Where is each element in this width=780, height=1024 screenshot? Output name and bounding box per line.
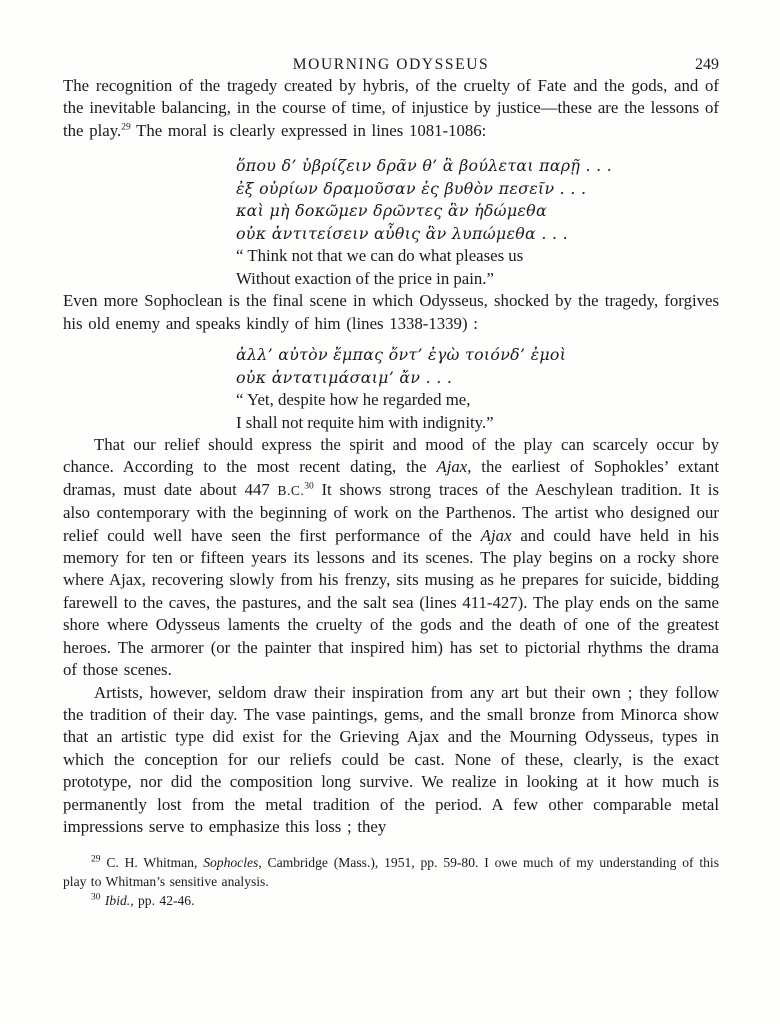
greek-quotation-2 <box>236 344 719 434</box>
paragraph-1 <box>63 75 719 142</box>
paragraph-3 <box>63 434 719 681</box>
ajax-title: Ajax <box>436 457 468 477</box>
footnote-29-marker: 29 <box>91 854 101 865</box>
greek-quotation-1 <box>236 155 719 290</box>
translation-line: “ Yet, despite how he regarded me, <box>236 390 471 410</box>
greek-verse-line: ἐξ οὐρίων δραμοῦσαν ἐς βυθὸν πεσεῖν . . . <box>236 178 587 198</box>
footnotes-section <box>63 853 719 910</box>
footnote-29-text-cont: , Cambridge (Mass.), 1951, pp. 59-80. I owe much of my understanding of this play to Whitman’s sensitive analysis. <box>63 855 719 890</box>
translation-line: Without exaction of the price in pain.” <box>236 268 494 288</box>
page-number: 249 <box>695 56 719 73</box>
footnote-30-text-cont: , pp. 42-46. <box>130 893 195 909</box>
footnote-30-marker: 30 <box>91 892 101 903</box>
footnote-30 <box>63 891 719 910</box>
footnote-29 <box>63 853 719 891</box>
footnote-ref-30: 30 <box>304 481 314 492</box>
translation-line: I shall not requite him with indignity.” <box>236 412 494 432</box>
paragraph-1-text-cont: The moral is clearly expressed in lines 1081-1086: <box>130 120 487 140</box>
greek-verse-line: οὐκ ἀντατιμάσαιμ’ ἄν . . . <box>236 367 453 387</box>
footnote-29-work-title: Sophocles <box>203 855 259 871</box>
paragraph-2-text: Even more Sophoclean is the final scene in which Odysseus, shocked by the tragedy, forgives his old enemy and speaks kindly of him (lines 1338-1339) : <box>63 291 719 333</box>
paragraph-4-text: Artists, however, seldom draw their inspiration from any art but their own ; they follow the tradition of their day. The vase paintings, gems, and the small bronze from Minorca show that an artistic type did exist for the Grieving Ajax and the Mourning Odysseus, types in which the conception for our reliefs could be cast. None of these, clearly, is the exact prototype, nor did the composition long survive. We realize in looking at it how much is permanently lost from the metal tradition of the period. A few other comparable metal impressions serve to emphasize this loss ; they <box>63 682 719 836</box>
greek-verse-line: ἀλλ’ αὐτὸν ἔμπας ὄντ’ ἐγὼ τοιόνδ’ ἐμοὶ <box>236 345 567 365</box>
ajax-title: Ajax <box>480 525 512 545</box>
greek-verse-line: οὐκ ἀντιτείσειν αὖθις ἃν λυπώμεθα . . . <box>236 223 568 243</box>
footnote-29-text: C. H. Whitman, <box>100 855 204 871</box>
paragraph-4 <box>63 682 719 839</box>
running-head-title: MOURNING ODYSSEUS <box>292 56 490 73</box>
page-header <box>63 55 719 75</box>
translation-line: “ Think not that we can do what pleases us <box>236 246 524 266</box>
greek-verse-line: καὶ μὴ δοκῶμεν δρῶντες ἃν ἡδώμεθα <box>236 201 547 221</box>
paragraph-1-text: The recognition of the tragedy created by hybris, of the cruelty of Fate and the gods, and of the inevitable balancing, in the course of time, of injustice by justice—these are the lessons of the play. <box>63 76 719 140</box>
paragraph-3-text-cont: , the earliest of Sophokles’ extant dramas, must date about 447 <box>63 457 719 499</box>
greek-verse-line: ὅπου δ’ ὑβρίζειν δρᾶν θ’ ἃ βούλεται παρῇ . . . <box>236 156 613 176</box>
paragraph-3-text: That our relief should express the spirit and mood of the play can scarcely occur by chance. According to the most recent dating, the <box>63 435 719 477</box>
paragraph-3-text-cont2: It shows strong traces of the Aeschylean tradition. It is also contemporary with the beginning of work on the Parthenos. The artist who designed our relief could well have seen the first performance of the <box>63 479 720 545</box>
footnote-30-work-title: Ibid. <box>104 893 131 909</box>
bc-smallcaps: B.C. <box>277 482 305 498</box>
footnote-ref-29: 29 <box>121 122 131 133</box>
paragraph-2 <box>63 290 719 335</box>
paragraph-3-text-cont3: and could have held in his memory for ten or fifteen years its lessons and its scenes. The play begins on a rocky shore where Ajax, recovering slowly from his frenzy, sits musing as he prepares for suicide, bidding farewell to the caves, the pastures, and the salt sea (lines 411-427). The play ends on the same shore where Odysseus laments the cruelty of the gods and the death of one of the greatest heroes. The armorer (or the painter that inspired him) has set to pictorial rhythms the drama of those scenes. <box>63 525 719 680</box>
